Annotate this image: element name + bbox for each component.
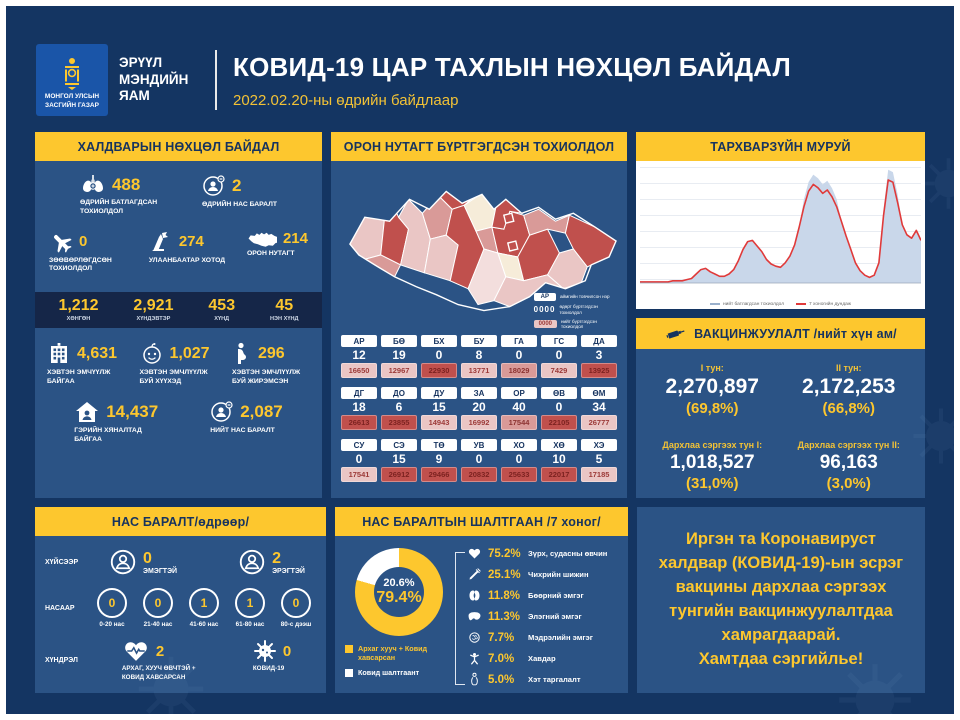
aimag-code: ТӨ <box>421 439 457 451</box>
diabetes-icon <box>467 567 482 582</box>
male-icon <box>237 547 267 577</box>
page-title: КОВИД-19 ЦАР ТАХЛЫН НӨХЦӨЛ БАЙДАЛ <box>233 51 791 82</box>
severity-critical: 45 НЭН ХҮНД <box>270 297 299 323</box>
aimag-code: ХО <box>501 439 537 451</box>
logo-text: МОНГОЛ УЛСЫН ЗАСГИЙН ГАЗАР <box>44 93 100 110</box>
aimag-table-row <box>339 439 619 482</box>
header <box>36 36 924 124</box>
stat-total-deaths <box>210 400 283 445</box>
aimag-total-count: 17185 <box>581 467 617 482</box>
aimag-total-count: 16650 <box>341 363 377 378</box>
cause-row <box>467 630 622 645</box>
aimag-cell-ДА <box>581 335 617 378</box>
infection-panel-title: ХАЛДВАРЫН НӨХЦӨЛ БАЙДАЛ <box>35 132 322 161</box>
aimag-daily-count: 20 <box>472 400 486 414</box>
deaths-panel <box>35 507 326 693</box>
aimag-code: ЗА <box>461 387 497 399</box>
daily-deaths-label: ӨДРИЙН НАС БАРАЛТ <box>201 201 278 208</box>
cause-label: Чихрийн шижин <box>528 570 589 579</box>
aimag-total-count: 13925 <box>581 363 617 378</box>
aimag-cell-ГА <box>501 335 537 378</box>
aimag-daily-count: 40 <box>512 400 526 414</box>
aimag-total-count: 14943 <box>421 415 457 430</box>
obesity-icon <box>467 672 482 687</box>
aimag-cell-ТӨ <box>421 439 457 482</box>
person-total-icon <box>210 400 234 424</box>
aimag-code: ДА <box>581 335 617 347</box>
cause-label: Элэгний эмгэг <box>528 612 582 621</box>
kidney-icon <box>467 588 482 603</box>
female-icon <box>108 547 138 577</box>
vaccination-title: ВАКЦИНЖУУЛАЛТ /нийт хүн ам/ <box>694 327 897 341</box>
aimag-code: БУ <box>461 335 497 347</box>
cause-row <box>467 672 622 687</box>
covid-only-deaths: 0 КОВИД-19 <box>253 639 291 681</box>
stat-children <box>140 342 218 387</box>
aimag-code: АР <box>341 335 377 347</box>
chart-legend-cases: нийт батлагдсан тохиолдол <box>710 302 784 307</box>
aimag-total-count: 26777 <box>581 415 617 430</box>
stat-ulaanbaatar <box>149 230 225 275</box>
aimag-code: СУ <box>341 439 377 451</box>
map-legend <box>534 293 619 333</box>
aimag-daily-count: 0 <box>475 452 483 466</box>
pregnant-value: 296 <box>258 345 285 363</box>
cause-percent: 7.0% <box>488 652 515 665</box>
map-panel-title: ОРОН НУТАГТ БҮРТГЭГДСЭН ТОХИОЛДОЛ <box>331 132 627 161</box>
ulaanbaatar-value: 274 <box>178 233 204 251</box>
cancer-icon <box>467 651 482 666</box>
causes-panel <box>335 507 628 693</box>
aimag-daily-count: 3 <box>595 348 603 362</box>
aimag-cell-ӨМ <box>581 387 617 430</box>
causes-panel-title: НАС БАРАЛТЫН ШАЛТГААН /7 хоног/ <box>335 507 628 536</box>
aimag-total-count: 22105 <box>541 415 577 430</box>
cause-percent: 11.3% <box>488 610 520 623</box>
aimag-code: БӨ <box>381 335 417 347</box>
age-group-80plus: 0 80-с дээш <box>276 588 316 629</box>
soyombo-emblem <box>61 56 83 90</box>
cases-area <box>640 170 921 283</box>
aimag-cell-БХ <box>421 335 457 378</box>
aimag-code: ДО <box>381 387 417 399</box>
booster-2: Дархлаа сэргээх тун II: 96,163 (3,0%) <box>797 439 900 492</box>
hospitalized-label: ХЭВТЭН ЭМЧҮҮЛЖ БАЙГАА <box>47 369 111 386</box>
donut-covid-pct: 20.6% <box>383 577 415 589</box>
aimag-cell-ДО <box>381 387 417 430</box>
pregnant-label: ХЭВТЭН ЭМЧЛҮҮЛЖ БУЙ ЖИРЭМСЭН <box>232 369 301 386</box>
virus-icon <box>253 639 277 663</box>
aimag-cell-ӨВ <box>541 387 577 430</box>
aimag-cell-БӨ <box>381 335 417 378</box>
comorbid-deaths: 2 АРХАГ, ХУУЧ ӨВЧТЭЙ + КОВИД ХАВСАРСАН <box>122 639 217 681</box>
aimag-total-count: 26912 <box>381 467 417 482</box>
mongolia-icon <box>247 230 277 247</box>
ulaanbaatar-label: УЛААНБААТАР ХОТОД <box>148 256 226 264</box>
cause-row <box>467 546 622 561</box>
cause-label: Хэт таргалалт <box>528 675 581 684</box>
person-death-icon <box>202 174 226 198</box>
lungs-icon <box>80 174 106 196</box>
cause-label: Мэдрэлийн эмгэг <box>528 633 593 642</box>
airplane-icon <box>49 230 73 254</box>
aimag-total-count: 29466 <box>421 467 457 482</box>
children-value: 1,027 <box>169 345 210 363</box>
aimag-cell-ХЭ <box>581 439 617 482</box>
mongolia-map <box>331 161 627 333</box>
severity-severe: 453 ХҮНД <box>208 297 236 323</box>
aimag-daily-count: 6 <box>395 400 403 414</box>
age-group-61-80: 1 61-80 нас <box>230 588 270 629</box>
aimag-daily-count: 19 <box>392 348 406 362</box>
stat-pregnant <box>232 342 310 387</box>
aimag-daily-count: 15 <box>392 452 406 466</box>
aimag-total-count: 20832 <box>461 467 497 482</box>
aimag-daily-count: 8 <box>475 348 483 362</box>
total-deaths-value: 2,087 <box>240 401 283 421</box>
aimag-code: ГА <box>501 335 537 347</box>
aimag-table-row <box>339 335 619 378</box>
aimag-daily-count: 0 <box>555 400 563 414</box>
header-divider <box>215 50 217 110</box>
provinces-label: ОРОН НУТАГТ <box>246 249 295 257</box>
donut-legend-covid: Ковид шалтгаант <box>345 668 453 677</box>
map-panel <box>331 132 627 498</box>
severity-strip <box>35 292 322 328</box>
aimag-total-count: 13771 <box>461 363 497 378</box>
aimag-daily-count: 0 <box>355 452 363 466</box>
aimag-total-count: 23855 <box>381 415 417 430</box>
total-deaths-label: НИЙТ НАС БАРАЛТ <box>210 426 275 434</box>
cause-row <box>467 588 622 603</box>
epidemic-curve-svg <box>640 167 921 293</box>
provinces-value: 214 <box>282 229 308 247</box>
aimag-total-count: 12967 <box>381 363 417 378</box>
aimag-daily-count: 18 <box>352 400 366 414</box>
connector-bracket <box>455 552 465 685</box>
aimag-cell-УВ <box>461 439 497 482</box>
hospital-icon <box>47 342 71 366</box>
government-logo <box>36 44 108 116</box>
imported-value: 0 <box>79 233 88 251</box>
cause-percent: 11.8% <box>488 589 520 602</box>
age-group-41-60: 1 41-60 нас <box>184 588 224 629</box>
liver-icon <box>467 609 482 624</box>
ministry-name: ЭРҮҮЛ МЭНДИЙН ЯАМ <box>119 54 189 104</box>
cause-label: Зүрх, судасны өвчин <box>528 549 608 558</box>
home-isolation-label: ГЭРИЙН ХЯНАЛТАД БАЙГАА <box>74 426 142 443</box>
cause-row <box>467 651 622 666</box>
complication-row-label: ХҮНДРЭЛ <box>45 657 78 665</box>
virus-watermark <box>921 156 960 211</box>
stat-provinces <box>247 230 308 275</box>
aimag-total-count: 17544 <box>501 415 537 430</box>
aimag-code: БХ <box>421 335 457 347</box>
severity-moderate: 2,921 ХҮНДЭВТЭР <box>133 297 174 323</box>
chart-legend <box>636 302 925 307</box>
infection-panel <box>35 132 322 498</box>
booster-1: Дархлаа сэргээх тун I: 1,018,527 (31,0%) <box>662 439 763 492</box>
aimag-total-count: 22017 <box>541 467 577 482</box>
cta-tagline: Хамтдаа сэргийлье! <box>698 649 864 668</box>
deaths-panel-title: НАС БАРАЛТ/өдрөөр/ <box>35 507 326 536</box>
home-isolation-value: 14,437 <box>106 401 159 421</box>
donut-legend-comorbid: Архаг хууч + Ковид хавсарсан <box>345 644 453 663</box>
aimag-cell-ЗА <box>461 387 497 430</box>
aimag-code: ӨВ <box>541 387 577 399</box>
cta-text: Иргэн та Коронавируст халдвар (КОВИД-19)-ын эсрэг вакцины дархлаа сэргээх тунгийн вакцинжуулалтдаа хамрагдаарай. <box>658 530 904 644</box>
dose-2: II тун: 2,172,253 (66,8%) <box>802 363 896 417</box>
aimag-total-count: 25633 <box>501 467 537 482</box>
legend-code-swatch: АР <box>534 293 556 301</box>
daily-confirmed-value: 488 <box>111 175 141 194</box>
aimag-daily-count: 0 <box>515 348 523 362</box>
aimag-code: ДГ <box>341 387 377 399</box>
aimag-total-count: 16992 <box>461 415 497 430</box>
severity-mild: 1,212 ХӨНГӨН <box>58 297 99 323</box>
aimag-cell-ДУ <box>421 387 457 430</box>
monument-icon <box>149 230 173 254</box>
aimag-total-count: 26613 <box>341 415 377 430</box>
epidemic-curve-chart <box>636 161 925 309</box>
aimag-cell-БУ <box>461 335 497 378</box>
female-deaths: 0 ЭМЭГТЭЙ <box>108 547 177 577</box>
curve-panel-title: ТАРХВАРЗҮЙН МУРУЙ <box>636 132 925 161</box>
daily-deaths-value: 2 <box>231 176 242 195</box>
aimag-total-count: 22930 <box>421 363 457 378</box>
aimag-code: УВ <box>461 439 497 451</box>
cause-percent: 7.7% <box>488 631 515 644</box>
causes-list <box>465 544 622 693</box>
pregnant-icon <box>232 342 252 366</box>
aimag-daily-count: 0 <box>515 452 523 466</box>
children-label: ХЭВТЭН ЭМЧЛҮҮЛЖ БУЙ ХҮҮХЭД <box>139 369 208 386</box>
aimag-total-count: 17541 <box>341 467 377 482</box>
aimag-cell-ДГ <box>341 387 377 430</box>
stat-daily-deaths <box>202 174 277 217</box>
sex-row-label: ХҮЙСЭЭР <box>45 558 79 566</box>
aimag-code: ХӨ <box>541 439 577 451</box>
heartbeat-icon <box>122 639 150 663</box>
cause-percent: 75.2% <box>488 547 521 560</box>
aimag-code: ГС <box>541 335 577 347</box>
aimag-daily-count: 0 <box>555 348 563 362</box>
child-icon <box>140 342 164 366</box>
age-row-label: НАСААР <box>45 604 75 612</box>
aimag-total-count: 18029 <box>501 363 537 378</box>
report-date: 2022.02.20-ны өдрийн байдлаар <box>233 91 459 109</box>
heart-icon <box>467 546 482 561</box>
aimag-daily-count: 10 <box>552 452 566 466</box>
stat-home-isolation <box>74 400 158 445</box>
aimag-daily-count: 9 <box>435 452 443 466</box>
aimag-code: ОР <box>501 387 537 399</box>
aimag-daily-count: 5 <box>595 452 603 466</box>
stat-imported <box>49 230 127 275</box>
male-deaths: 2 ЭРЭГТЭЙ <box>237 547 305 577</box>
aimag-table <box>331 333 627 482</box>
cause-row <box>467 609 622 624</box>
stat-daily-confirmed <box>80 174 158 217</box>
aimag-cell-ГС <box>541 335 577 378</box>
legend-daily-swatch: 0000 <box>533 305 556 315</box>
aimag-cell-ХО <box>501 439 537 482</box>
legend-total-swatch: 0000 <box>534 320 557 328</box>
age-group-0-20: 0 0-20 нас <box>92 588 132 629</box>
aimag-table-row <box>339 387 619 430</box>
aimag-daily-count: 0 <box>435 348 443 362</box>
hospitalized-value: 4,631 <box>77 345 118 363</box>
aimag-code: ДУ <box>421 387 457 399</box>
aimag-daily-count: 34 <box>592 400 606 414</box>
cause-row <box>467 567 622 582</box>
cta-panel <box>637 507 925 693</box>
death-cause-donut <box>355 548 443 636</box>
stat-hospitalized <box>47 342 125 387</box>
brain-icon <box>467 630 482 645</box>
age-group-21-40: 0 21-40 нас <box>138 588 178 629</box>
cause-percent: 5.0% <box>488 673 515 686</box>
aimag-cell-ХӨ <box>541 439 577 482</box>
vaccination-panel <box>636 318 925 498</box>
curve-panel <box>636 132 925 309</box>
aimag-code: ӨМ <box>581 387 617 399</box>
cause-percent: 25.1% <box>488 568 521 581</box>
aimag-daily-count: 15 <box>432 400 446 414</box>
dose-1: I тун: 2,270,897 (69,8%) <box>665 363 759 417</box>
daily-confirmed-label: ӨДРИЙН БАТЛАГДСАН ТОХИОЛДОЛ <box>79 199 158 215</box>
aimag-daily-count: 12 <box>352 348 366 362</box>
cause-label: Хавдар <box>528 654 556 663</box>
imported-label: ЗӨӨВӨРЛӨГДСӨН ТОХИОЛДОЛ <box>49 256 112 273</box>
donut-legend <box>345 644 453 677</box>
aimag-cell-СУ <box>341 439 377 482</box>
chart-legend-average: 7 хоногийн дундаж <box>796 302 851 307</box>
aimag-cell-СЭ <box>381 439 417 482</box>
donut-comorbid-pct: 79.4% <box>376 589 422 606</box>
legend-total-text: нийт бүртгэгдсэн тохиолдол <box>561 318 597 330</box>
aimag-code: СЭ <box>381 439 417 451</box>
legend-daily-text: өдөрт бүртгэгдсэн тохиолдол <box>559 304 598 315</box>
aimag-total-count: 7429 <box>541 363 577 378</box>
aimag-cell-ОР <box>501 387 537 430</box>
cause-label: Бөөрний эмгэг <box>528 591 584 600</box>
home-icon <box>74 400 100 424</box>
legend-code-text: аймгийн товчилсон нэр <box>559 294 610 300</box>
aimag-code: ХЭ <box>581 439 617 451</box>
aimag-cell-АР <box>341 335 377 378</box>
syringe-icon <box>664 326 686 342</box>
